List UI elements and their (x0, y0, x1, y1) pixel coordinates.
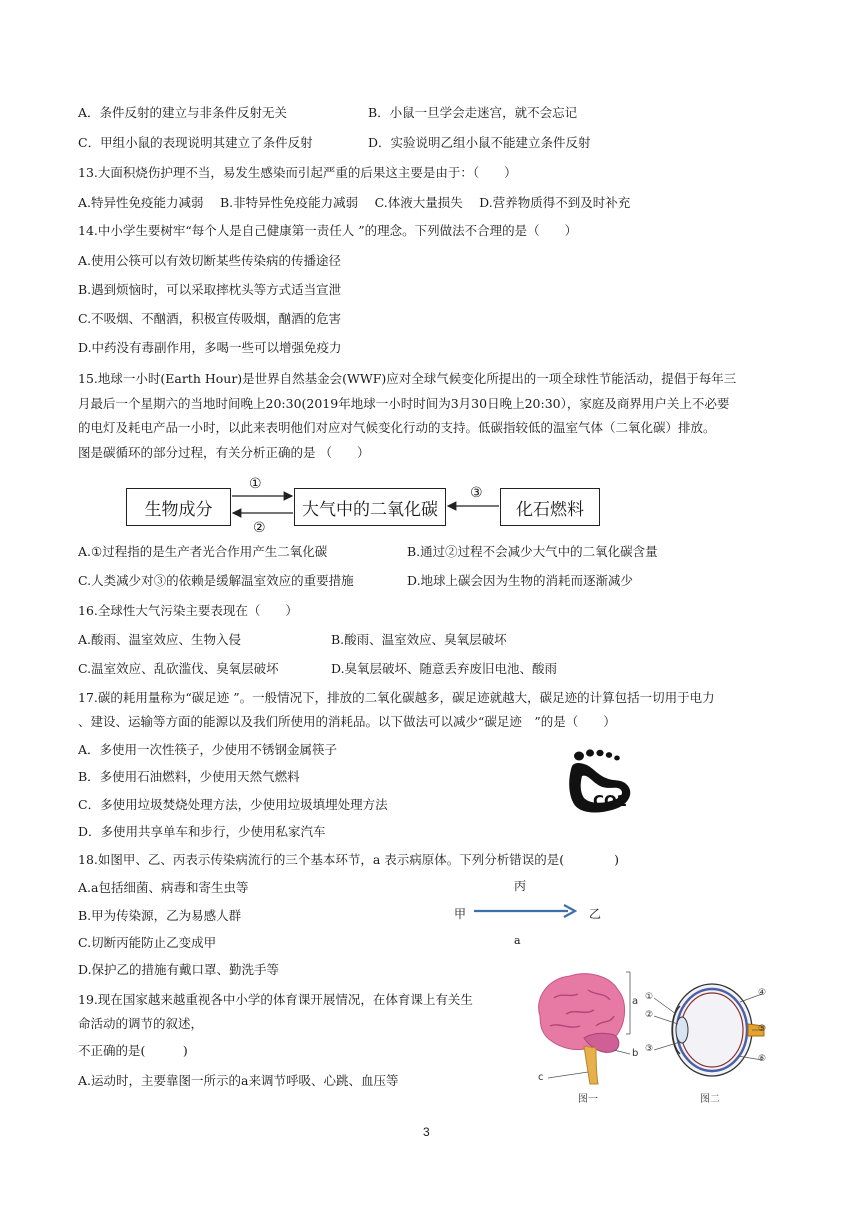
q12-option-d: D．实验说明乙组小鼠不能建立条件反射 (368, 135, 591, 150)
page-number: 3 (423, 1125, 430, 1139)
label-arrow-2: ② (253, 520, 266, 536)
q18-option-a: A.a包括细菌、病毒和寄生虫等 (78, 880, 249, 895)
q14-option-c: C.不吸烟、不酗酒，积极宣传吸烟，酗酒的危害 (78, 311, 342, 326)
eye-label-4: ④ (758, 988, 767, 998)
brain-label-a: a (632, 996, 639, 1007)
q15-option-c: C.人类减少对③的依赖是缓解温室效应的重要措施 (78, 573, 354, 588)
q16-stem: 16.全球性大气污染主要表现在（ ） (78, 603, 298, 618)
q16-option-c: C.温室效应、乱砍滥伐、臭氧层破坏 (78, 661, 279, 676)
q19-stem-line1: 19.现在国家越来越重视各中小学的体育课开展情况，在体育课上有关生 (78, 992, 473, 1007)
eye-label-1: ① (645, 992, 654, 1002)
q14-option-a: A.使用公筷可以有效切断某些传染病的传播途径 (78, 253, 342, 268)
label-arrow-1: ① (249, 476, 262, 492)
q15-option-a: A.①过程指的是生产者光合作用产生二氧化碳 (78, 544, 328, 559)
q18-option-b: B.甲为传染源，乙为易感人群 (78, 908, 242, 923)
eye-illustration (648, 970, 773, 1094)
q17-option-a: A．多使用一次性筷子，少使用不锈钢金属筷子 (78, 742, 338, 757)
q15-option-b: B.通过②过程不会减少大气中的二氧化碳含量 (407, 544, 658, 559)
box-atmospheric-co2: 大气中的二氧化碳 (294, 488, 446, 526)
q19-option-a: A.运动时，主要靠图一所示的a来调节呼吸、心跳、血压等 (78, 1073, 399, 1088)
label-jia: 甲 (454, 907, 467, 921)
q17-stem-line2: 、建设、运输等方面的能源以及我们所使用的消耗品。以下做法可以减少“碳足迹 ”的是（ ） (78, 714, 616, 729)
brain-label-b: b (632, 1048, 639, 1059)
label-bing: 丙 (514, 879, 527, 893)
box-fossil-fuel: 化石燃料 (500, 488, 600, 526)
q14-stem: 14.中小学生要树牢“每个人是自己健康第一责任人 ”的理念。下列做法不合理的是（ ） (78, 223, 578, 238)
q15-stem-line2: 月最后一个星期六的当地时间晚上20:30(2019年地球一小时时间为3月30日晚上20:30），家庭及商界用户关上不必要 (78, 396, 730, 411)
q16-option-d: D.臭氧层破坏、随意丢弃废旧电池、酸雨 (331, 661, 558, 676)
figure-2-caption: 图二 (700, 1094, 720, 1105)
box-biological-component: 生物成分 (126, 488, 231, 526)
carbon-cycle-arrows (0, 480, 860, 540)
eye-label-2: ② (645, 1010, 654, 1020)
q16-option-b: B.酸雨、温室效应、臭氧层破坏 (331, 632, 507, 647)
q19-stem-line2: 命活动的调节的叙述， (78, 1016, 204, 1031)
q13-stem: 13.大面积烧伤护理不当，易发生感染而引起严重的后果这主要是由于：（ ） (78, 165, 517, 180)
co2-logo-text: CO2 (593, 792, 628, 810)
q17-option-b: B．多使用石油燃料，少使用天然气燃料 (78, 769, 300, 784)
q14-option-b: B.遇到烦恼时，可以采取摔枕头等方式适当宣泄 (78, 282, 342, 297)
q14-option-d: D.中药没有毒副作用，多喝一些可以增强免疫力 (78, 340, 342, 355)
eye-label-6: ⑥ (758, 1054, 767, 1064)
eye-label-5: ⑤ (758, 1024, 767, 1034)
label-a: a (514, 934, 521, 947)
q18-option-d: D.保护乙的措施有戴口罩、勤洗手等 (78, 962, 280, 977)
figure-1-caption: 图一 (578, 1094, 598, 1105)
q17-stem-line1: 17.碳的耗用量称为“碳足迹 ”。一般情况下，排放的二氧化碳越多，碳足迹就越大，碳足迹的计算包括一切用于电力 (78, 690, 715, 705)
q15-stem-line3: 的电灯及耗电产品一小时，以此来表明他们对应对气候变化行动的支持。低碳指较低的温室气体（二氧化碳）排放。 (78, 420, 716, 435)
q16-option-a: A.酸雨、温室效应、生物入侵 (78, 632, 242, 647)
brain-illustration (526, 968, 646, 1098)
q19-stem-line3: 不正确的是( ) (78, 1043, 188, 1058)
q12-option-c: C．甲组小鼠的表现说明其建立了条件反射 (78, 135, 313, 150)
carbon-footprint-logo (562, 748, 640, 816)
label-yi: 乙 (589, 907, 602, 921)
q12-option-a: A．条件反射的建立与非条件反射无关 (78, 105, 288, 120)
q15-stem-line4: 图是碳循环的部分过程，有关分析正确的是 （ ） (78, 445, 370, 460)
q12-option-b: B．小鼠一旦学会走迷宫，就不会忘记 (368, 105, 578, 120)
q15-option-d: D.地球上碳会因为生物的消耗而逐渐减少 (407, 573, 634, 588)
figure-1-brain (526, 968, 646, 1106)
q15-stem-line1: 15.地球一小时(Earth Hour)是世界自然基金会(WWF)应对全球气候变化所提出的一项全球性节能活动，提倡于每年三 (78, 371, 737, 386)
q17-option-d: D．多使用共享单车和步行，少使用私家汽车 (78, 824, 326, 839)
q13-options: A.特异性免疫能力减弱 B.非特异性免疫能力减弱 C.体液大量损失 D.营养物质得不到及时补充 (78, 195, 631, 210)
eye-label-3: ③ (645, 1044, 654, 1054)
brain-label-c: c (538, 1072, 544, 1083)
q18-stem: 18.如图甲、乙、丙表示传染病流行的三个基本环节，a 表示病原体。下列分析错误的是( ) (78, 852, 620, 867)
figure-2-eye (645, 970, 773, 1106)
q18-option-c: C.切断丙能防止乙变成甲 (78, 935, 217, 950)
label-arrow-3: ③ (470, 485, 483, 501)
transmission-arrow (472, 902, 582, 922)
q17-option-c: C．多使用垃圾焚烧处理方法，少使用垃圾填埋处理方法 (78, 797, 388, 812)
